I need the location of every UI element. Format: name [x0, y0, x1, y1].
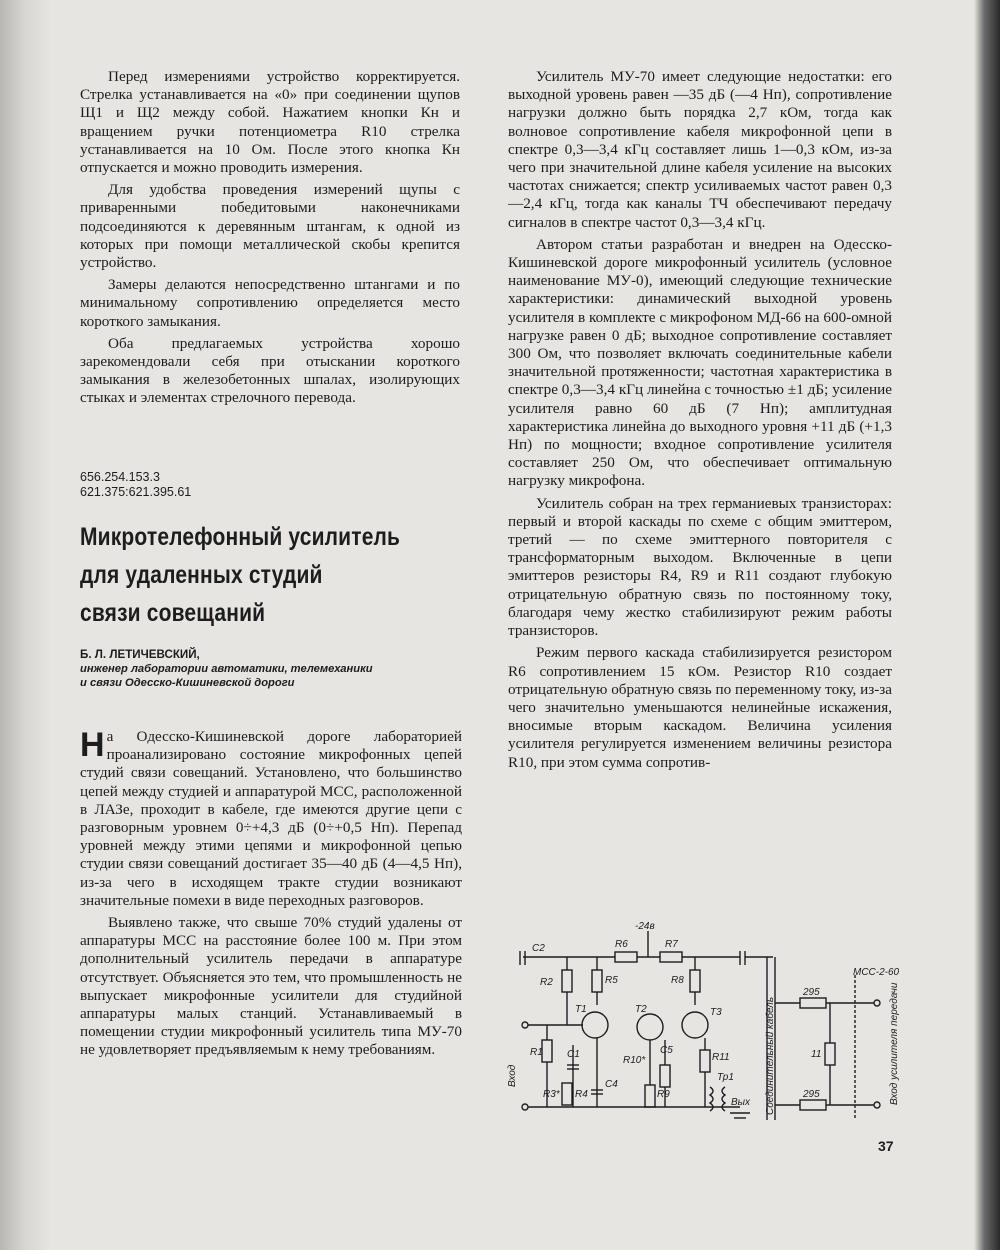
- output-label: Вых: [731, 1097, 751, 1108]
- component-label: C1: [567, 1049, 580, 1060]
- component-label: 11: [811, 1049, 822, 1060]
- left-column-article-body: [80, 728, 462, 1064]
- article-title: [80, 518, 401, 632]
- component-label: 295: [803, 1089, 820, 1100]
- paragraph: Оба предлагаемых устройства хорошо зарекомендовали себя при отыскании короткого замыкания в железобетонных шпалах, изолирующих стыках и элементах стрелочного перевода.: [80, 334, 460, 407]
- component-label: T1: [575, 1004, 587, 1015]
- udk-code: 621.375:621.395.61: [80, 485, 192, 499]
- component-label: R2: [540, 977, 553, 988]
- paragraph: Для удобства проведения измерений щупы с приваренными победитовыми наконечниками подсоединяются к деревянным штангам, к одной из которых при помощи металлической скобы крепится устройство.: [80, 181, 460, 272]
- input-label: Вход: [507, 1064, 518, 1087]
- amplifier-circuit-diagram: [505, 915, 910, 1140]
- supply-voltage-label: -24в: [635, 921, 655, 932]
- page-number: 37: [878, 1138, 894, 1154]
- component-label: T3: [710, 1007, 722, 1018]
- title-line: для удаленных студий: [80, 561, 323, 589]
- paragraph: Замеры делаются непосредственно штангами и по минимальному сопротивлению определяется место короткого замыкания.: [80, 276, 460, 330]
- component-label: R10*: [623, 1055, 646, 1066]
- right-column-article-body: [508, 68, 892, 776]
- author-position: и связи Одесско-Кишиневской дороги: [80, 677, 295, 689]
- component-label: R8: [671, 975, 684, 986]
- title-line: Микротелефонный усилитель: [80, 523, 401, 551]
- author-position: инженер лаборатории автоматики, телемеханики: [80, 663, 373, 675]
- paragraph: Выявлено также, что свыше 70% студий удалены от аппаратуры МСС на расстояние более 100 м. При этом дополнительный усилитель передачи в аппаратуре отсутствует. Объясняется это тем, что промышленность не выпускает микрофонные усилители для студийной аппаратуры малых станций. Устанавливаемый в помещении студии микрофонный усилитель типа МУ-70 не удовлетворяет предъявляемым к нему требованиям.: [80, 914, 462, 1059]
- component-label: 295: [803, 987, 820, 998]
- left-column-previous-article: [80, 68, 460, 412]
- mss-label: МСС-2-60: [853, 967, 900, 978]
- drop-cap: Н: [80, 726, 105, 764]
- component-label: R5: [605, 975, 618, 986]
- paragraph: Режим первого каскада стабилизируется резистором R6 сопротивлением 15 кОм. Резистор R10 создает отрицательную обратную связь по переменному току, из-за чего значительно уменьшаются нелинейные искажения, вносимые вторым каскадом. Величина усиления усилителя регулируется изменением величины резистора R10, при этом сумма сопротив-: [508, 644, 892, 771]
- component-label: R6: [615, 939, 628, 950]
- component-label: R1: [530, 1047, 543, 1058]
- first-paragraph-text: а Одесско-Кишиневской дороге лабораторией проанализировано состояние микрофонных цепей студий связи совещаний. Установлено, что большинство цепей между студией и аппаратурой МСС, расположенной в ЛАЗе, проходит в кабеле, где имеются другие цепи с разговорным уровнем 0÷+4,3 дБ (0÷+0,5 Нп). Перепад уровней между этими цепями и микрофонной цепью студии связи совещаний достигает 35—40 дБ (4—4,5 Нп), из-за чего в исходящем тракте студии возникают значительные помехи в виде переходных разговоров.: [80, 728, 462, 909]
- cable-label: Соединительный кабель: [765, 996, 776, 1115]
- component-label: T2: [635, 1004, 647, 1015]
- component-label: Тр1: [717, 1072, 734, 1083]
- paragraph: Автором статьи разработан и внедрен на Одесско-Кишиневской дороге микрофонный усилитель (условное наименование МУ-0), имеющий следующие технические характеристики: динамический выходной уровень усилителя в комплекте с микрофоном МД-66 на 600-омной нагрузке равен 0 дБ; выходное сопротивление составляет 300 Ом, что позволяет включать соединительные кабели значительной протяженности; частотная характеристика в спектре 0,3—3,4 кГц линейна с точностью ±1 дБ; усиление усилителя равно 60 дБ (7 Нп); амплитудная характеристика линейна до выходного уровня +11 дБ (+1,3 Нп) по мощности; входное сопротивление усилителя составляет 250 Ом, что обеспечивает оптимальную нагрузку микрофона.: [508, 235, 892, 490]
- first-paragraph: [80, 728, 462, 910]
- page-edge-shadow: [974, 0, 1000, 1250]
- author-name: Б. Л. ЛЕТИЧЕВСКИЙ,: [80, 648, 200, 661]
- paragraph: Перед измерениями устройство корректируется. Стрелка устанавливается на «0» при соединении щупов Щ1 и Щ2 между собой. Нажатием кнопки Кн и вращением ручки потенциометра R10 стрелка устанавливается на 10 Ом. После этого кнопка Кн отпускается и можно проводить измерения.: [80, 68, 460, 177]
- component-label: R7: [665, 939, 678, 950]
- component-label: R4: [575, 1089, 588, 1100]
- title-line: связи совещаний: [80, 599, 266, 627]
- article-author: [80, 648, 460, 690]
- udk-codes: [80, 470, 191, 500]
- component-label: R11: [712, 1052, 730, 1063]
- page-spine-shadow: [0, 0, 52, 1250]
- component-label: C4: [605, 1079, 618, 1090]
- amplifier-input-label: Вход усилителя передачи: [889, 982, 900, 1105]
- udk-code: 656.254.153.3: [80, 470, 160, 484]
- component-label: C5: [660, 1045, 673, 1056]
- component-label: C2: [532, 943, 545, 954]
- component-label: R3*: [543, 1089, 560, 1100]
- paragraph: Усилитель собран на трех германиевых транзисторах: первый и второй каскады по схеме с общим эмиттером, третий — по схеме эмиттерного повторителя с трансформаторным выходом. Включенные в цепи эмиттеров резисторы R4, R9 и R11 создают глубокую отрицательную обратную связь по постоянному току, благодаря чему жестко стабилизируют режим работы транзисторов.: [508, 494, 892, 640]
- paragraph: Усилитель МУ-70 имеет следующие недостатки: его выходной уровень равен —35 дБ (—4 Нп), сопротивление нагрузки должно быть порядка 2,7 кОм, тогда как волновое сопротивление кабеля микрофонной цепи в спектре 0,3—3,4 кГц составляет лишь 1—0,3 кОм, из-за чего при значительной длине кабеля усиление на высоких частотах снижается; спектр усиливаемых частот равен 0,3—2,4 кГц, тогда как каналы ТЧ обеспечивают передачу сигналов в спектре частот 0,3—3,4 кГц.: [508, 68, 892, 231]
- component-label: R9: [657, 1089, 670, 1100]
